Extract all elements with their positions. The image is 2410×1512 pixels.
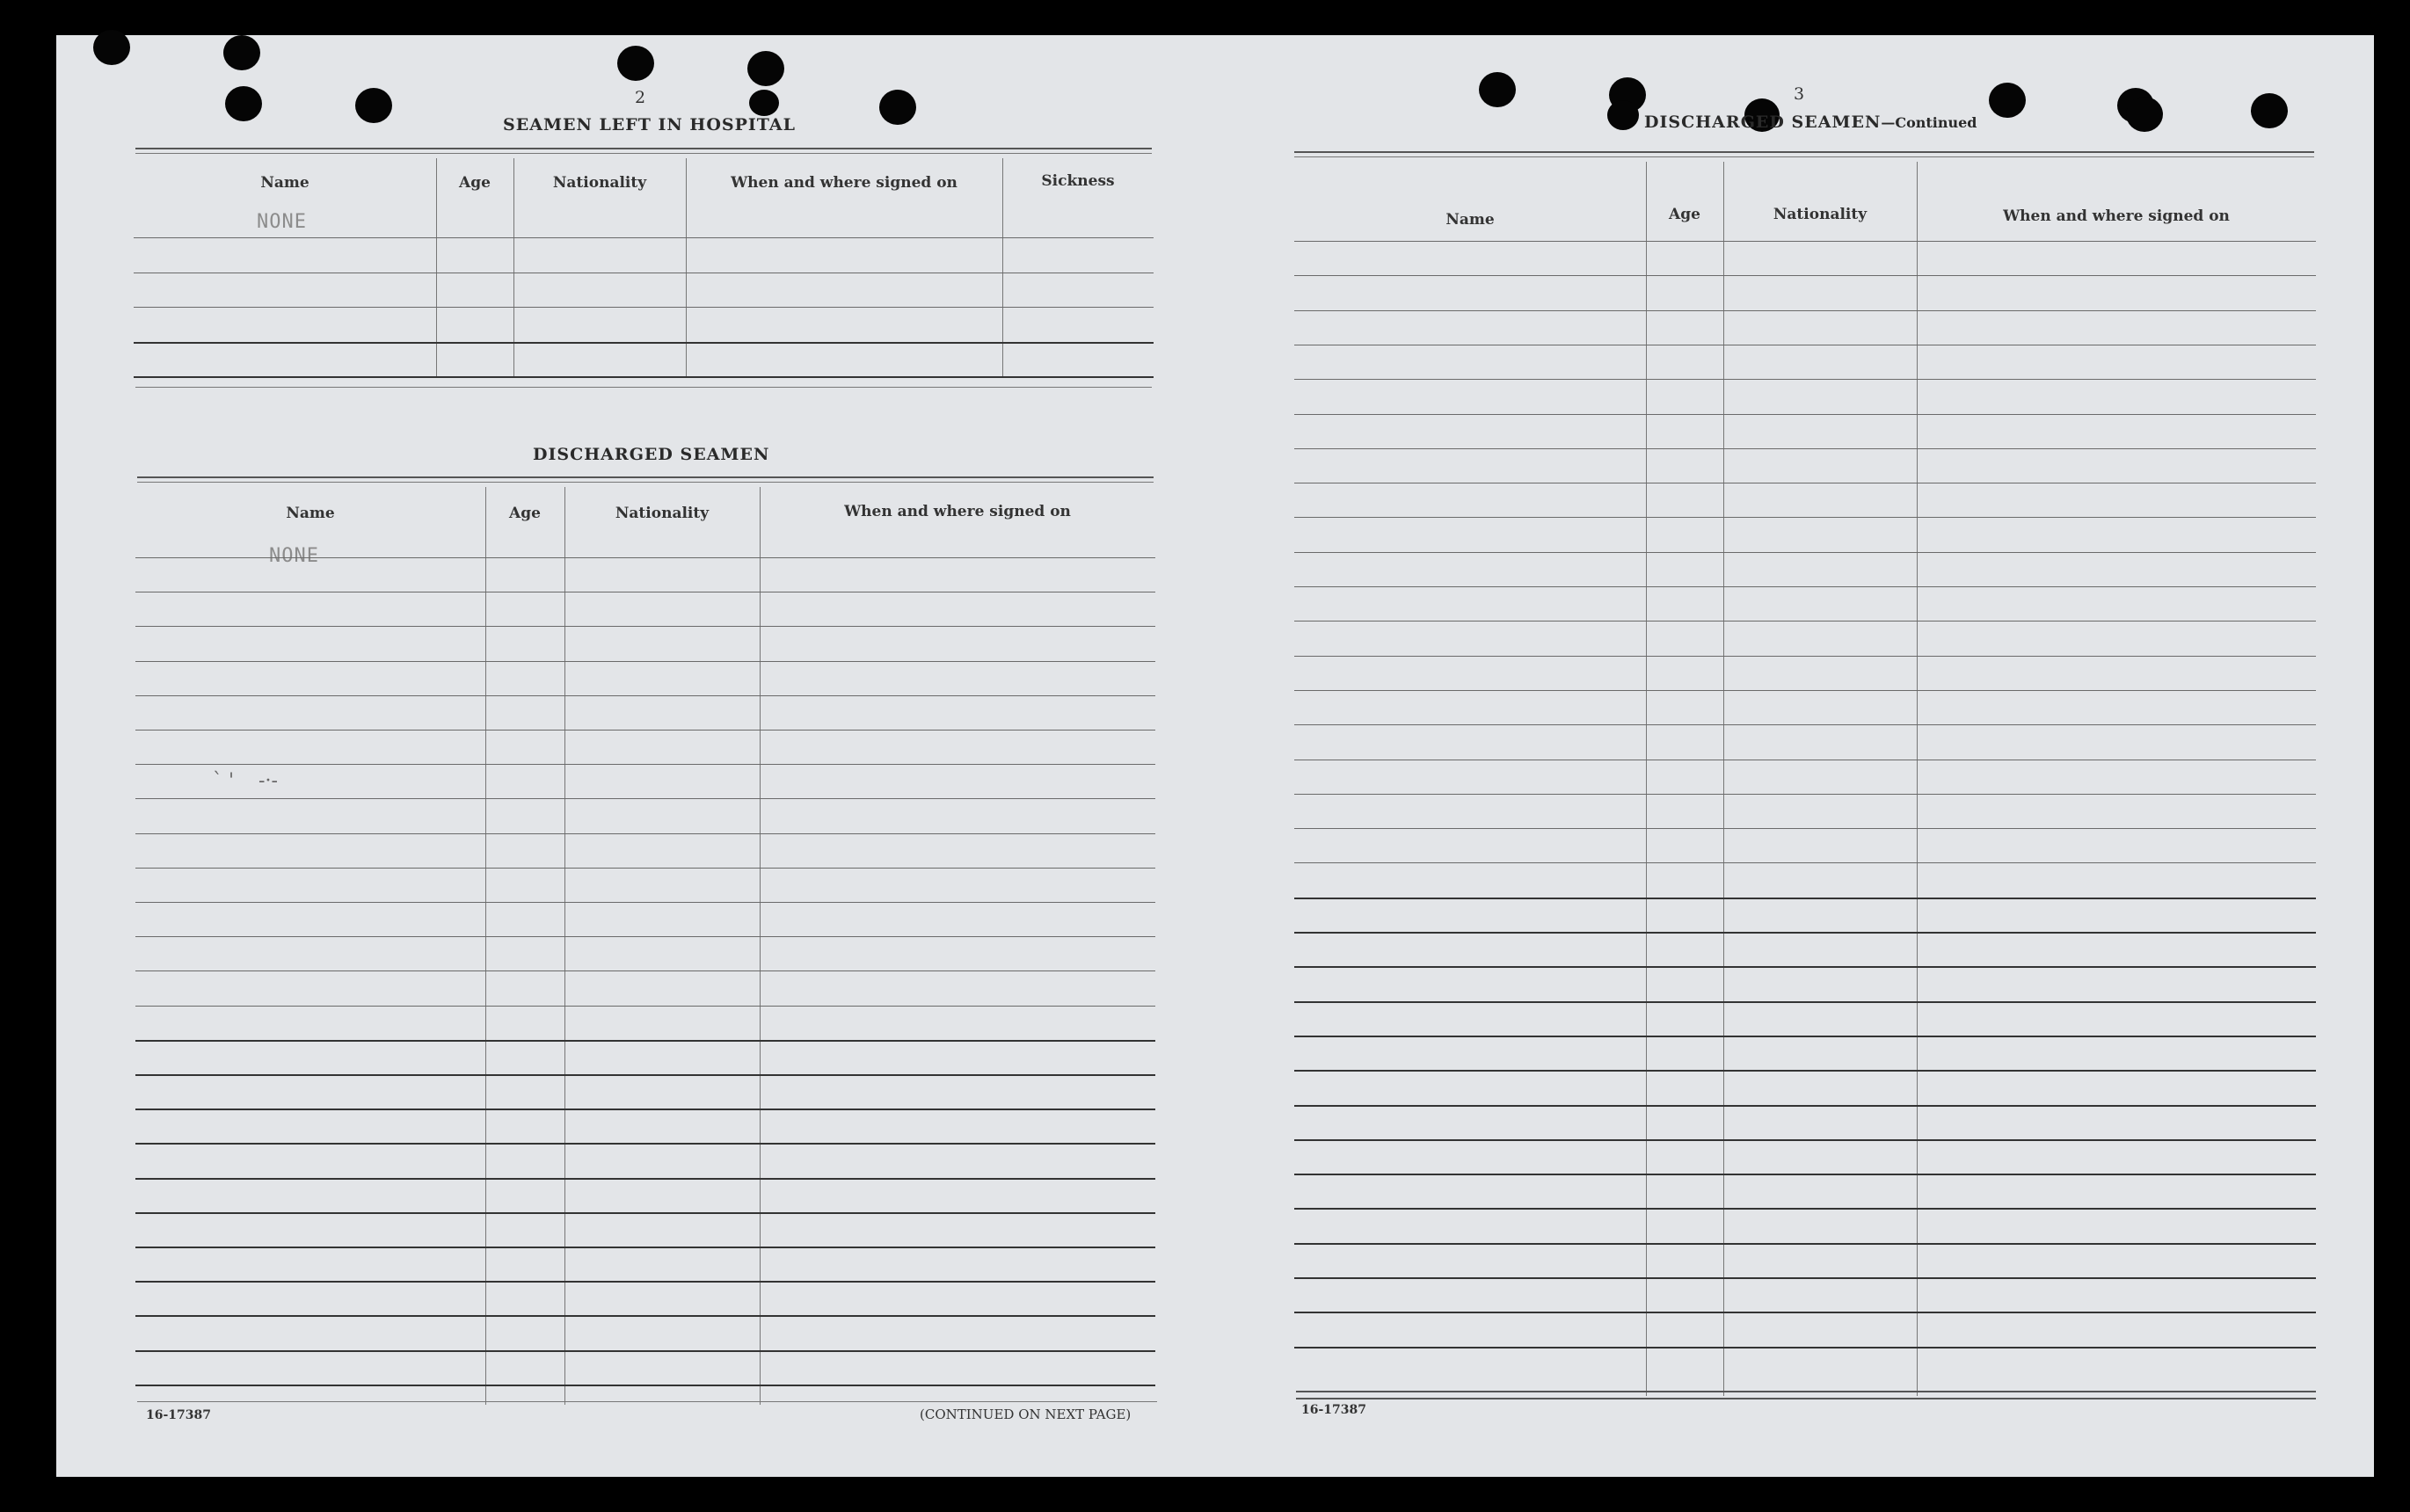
row-rule bbox=[135, 1350, 1155, 1352]
divider bbox=[135, 148, 1152, 149]
row-rule bbox=[1294, 898, 2316, 899]
row-rule bbox=[1294, 932, 2316, 934]
discharged-continued-table bbox=[1294, 162, 2316, 1399]
row-rule bbox=[1294, 448, 2316, 449]
row-rule bbox=[135, 1109, 1155, 1110]
divider bbox=[1294, 156, 2314, 157]
row-rule bbox=[1294, 724, 2316, 725]
punch-hole-icon bbox=[879, 90, 916, 125]
row-rule bbox=[1294, 552, 2316, 553]
row-rule bbox=[1294, 794, 2316, 795]
punch-hole-icon bbox=[93, 30, 130, 65]
row-rule bbox=[1294, 1036, 2316, 1037]
hospital-table bbox=[134, 158, 1154, 378]
row-rule bbox=[1294, 1243, 2316, 1245]
row-rule bbox=[135, 1247, 1155, 1248]
column-header-age: Age bbox=[1669, 206, 1700, 223]
row-rule bbox=[1294, 1347, 2316, 1348]
column-rule bbox=[686, 158, 687, 378]
column-header-when-where: When and where signed on bbox=[2003, 207, 2230, 225]
punch-hole-icon bbox=[1479, 72, 1516, 107]
row-rule bbox=[135, 1074, 1155, 1076]
page-number: 2 bbox=[635, 88, 646, 107]
page-number: 3 bbox=[1794, 84, 1805, 104]
row-rule bbox=[134, 376, 1154, 378]
discharged-table bbox=[135, 487, 1155, 1408]
column-rule bbox=[564, 487, 565, 1405]
column-rule bbox=[1917, 162, 1918, 1396]
row-rule bbox=[135, 557, 1155, 558]
row-rule bbox=[135, 1040, 1155, 1042]
row-rule bbox=[135, 868, 1155, 869]
row-rule bbox=[135, 1385, 1155, 1386]
row-rule bbox=[1294, 241, 2316, 242]
row-rule bbox=[135, 902, 1155, 903]
form-number: 16-17387 bbox=[146, 1408, 211, 1422]
row-rule bbox=[1294, 1312, 2316, 1313]
title-suffix: —Continued bbox=[1881, 114, 1977, 131]
divider bbox=[1294, 151, 2314, 153]
row-rule bbox=[135, 764, 1155, 765]
punch-hole-icon bbox=[223, 35, 260, 70]
row-rule bbox=[1294, 275, 2316, 276]
punch-hole-icon bbox=[2251, 93, 2288, 128]
row-rule bbox=[1294, 1174, 2316, 1175]
row-rule bbox=[1294, 690, 2316, 691]
row-rule bbox=[135, 833, 1155, 834]
column-header-age: Age bbox=[459, 174, 491, 192]
column-header-age: Age bbox=[509, 505, 541, 522]
form-sheet bbox=[56, 35, 2374, 1477]
row-rule bbox=[135, 695, 1155, 696]
row-rule bbox=[135, 730, 1155, 731]
row-rule bbox=[1294, 586, 2316, 587]
row-rule bbox=[1294, 1208, 2316, 1210]
discharged-continued-title bbox=[1644, 113, 1977, 132]
punch-hole-icon bbox=[1989, 83, 2026, 118]
punch-hole-icon bbox=[225, 86, 262, 121]
column-header-nationality: Nationality bbox=[1773, 206, 1868, 223]
discharged-section-title: DISCHARGED SEAMEN bbox=[533, 445, 770, 464]
column-header-nationality: Nationality bbox=[552, 174, 647, 192]
row-rule bbox=[1294, 1105, 2316, 1107]
ink-smudge: ` ' -·- bbox=[213, 770, 278, 792]
row-rule bbox=[135, 798, 1155, 799]
divider bbox=[137, 476, 1154, 478]
hospital-section-title: SEAMEN LEFT IN HOSPITAL bbox=[503, 115, 796, 134]
row-rule bbox=[1294, 828, 2316, 829]
row-rule bbox=[134, 342, 1154, 344]
divider bbox=[137, 482, 1154, 483]
row-rule bbox=[1294, 414, 2316, 415]
row-rule bbox=[134, 237, 1154, 238]
typed-entry: NONE bbox=[257, 211, 307, 233]
punch-hole-icon bbox=[1607, 100, 1639, 130]
continued-note: (CONTINUED ON NEXT PAGE) bbox=[920, 1407, 1132, 1422]
row-rule bbox=[135, 1006, 1155, 1007]
row-rule bbox=[135, 1143, 1155, 1145]
row-rule bbox=[1294, 862, 2316, 863]
row-rule bbox=[1294, 1277, 2316, 1279]
typed-entry: NONE bbox=[269, 545, 319, 567]
row-rule bbox=[1294, 1001, 2316, 1003]
row-rule bbox=[135, 1212, 1155, 1214]
punch-hole-icon bbox=[617, 46, 654, 81]
column-rule bbox=[760, 487, 761, 1405]
punch-hole-icon bbox=[2126, 97, 2163, 132]
column-header-when-where: When and where signed on bbox=[731, 174, 957, 192]
column-header-nationality: Nationality bbox=[615, 505, 710, 522]
row-rule bbox=[135, 936, 1155, 937]
column-header-name: Name bbox=[260, 174, 309, 192]
column-rule bbox=[1646, 162, 1647, 1396]
row-rule bbox=[135, 1315, 1155, 1317]
row-rule bbox=[135, 661, 1155, 662]
row-rule bbox=[1294, 1070, 2316, 1072]
title-main: DISCHARGED SEAMEN bbox=[1644, 113, 1882, 132]
row-rule bbox=[1294, 1139, 2316, 1141]
row-rule bbox=[135, 1178, 1155, 1180]
row-rule bbox=[135, 626, 1155, 627]
column-header-sickness: Sickness bbox=[1041, 172, 1115, 190]
row-rule bbox=[1294, 656, 2316, 657]
punch-hole-icon bbox=[747, 51, 784, 86]
punch-hole-icon bbox=[355, 88, 392, 123]
column-rule bbox=[485, 487, 486, 1405]
row-rule bbox=[1294, 310, 2316, 311]
divider bbox=[1296, 1398, 2316, 1399]
row-rule bbox=[135, 1281, 1155, 1283]
row-rule bbox=[134, 307, 1154, 308]
row-rule bbox=[135, 970, 1155, 971]
row-rule bbox=[1294, 517, 2316, 518]
column-rule bbox=[1723, 162, 1724, 1396]
column-header-when-where: When and where signed on bbox=[844, 503, 1071, 520]
divider bbox=[137, 1401, 1157, 1402]
row-rule bbox=[1294, 621, 2316, 622]
column-header-name: Name bbox=[286, 505, 335, 522]
form-number: 16-17387 bbox=[1301, 1403, 1366, 1417]
column-header-name: Name bbox=[1445, 211, 1495, 229]
row-rule bbox=[1294, 379, 2316, 380]
column-rule bbox=[513, 158, 514, 378]
column-rule bbox=[1002, 158, 1003, 378]
divider bbox=[1296, 1391, 2316, 1392]
punch-hole-icon bbox=[749, 90, 779, 116]
row-rule bbox=[1294, 966, 2316, 968]
divider bbox=[135, 387, 1152, 388]
divider bbox=[135, 153, 1152, 154]
column-rule bbox=[436, 158, 437, 378]
